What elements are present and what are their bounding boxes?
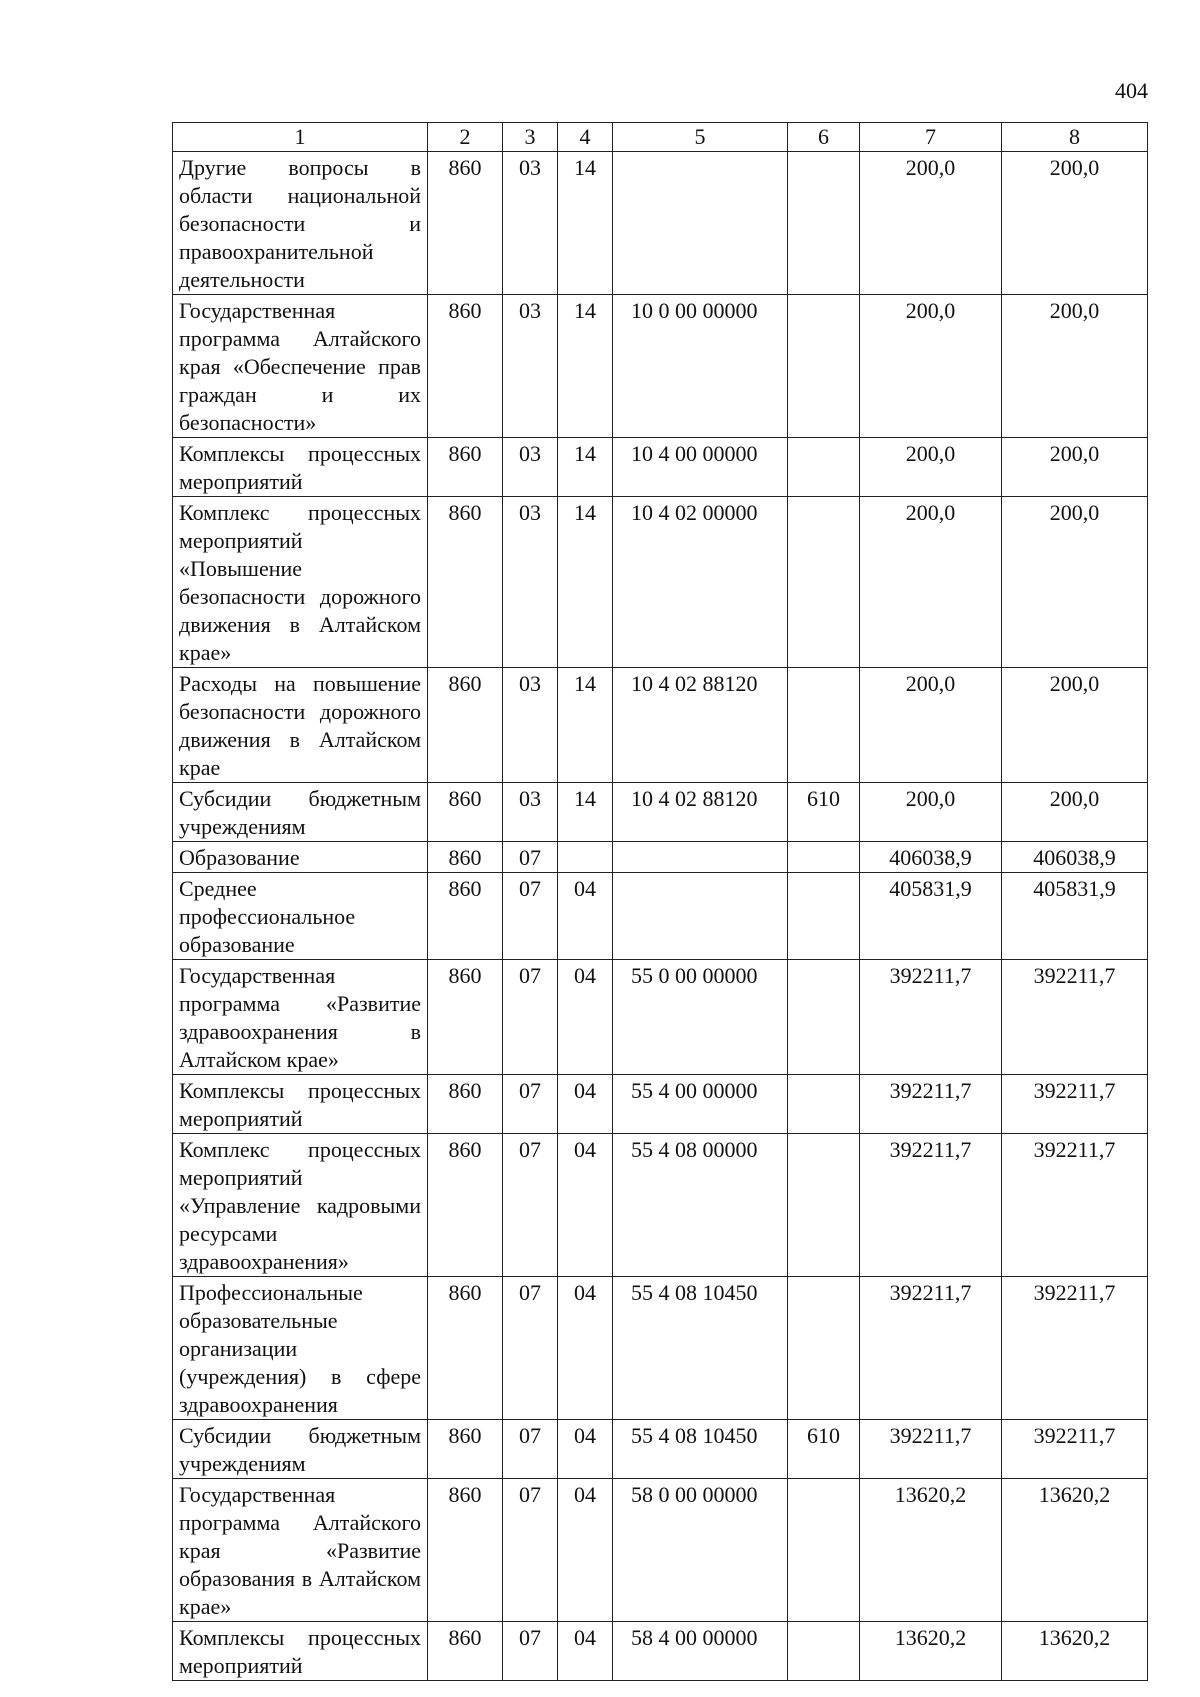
section-cell: 07 — [503, 1277, 558, 1420]
amount-cell-8: 392211,7 — [1002, 1075, 1148, 1134]
amount-cell-7: 405831,9 — [860, 873, 1002, 960]
expense-type-cell — [788, 1622, 860, 1681]
expense-type-cell — [788, 152, 860, 295]
section-cell: 03 — [503, 668, 558, 783]
amount-cell-7: 392211,7 — [860, 1420, 1002, 1479]
target-article-cell: 55 0 00 00000 — [613, 960, 788, 1075]
ministry-code-cell: 860 — [428, 497, 503, 668]
ministry-code-cell: 860 — [428, 1420, 503, 1479]
expense-type-cell — [788, 960, 860, 1075]
ministry-code-cell: 860 — [428, 668, 503, 783]
expense-type-cell — [788, 1075, 860, 1134]
page-number: 404 — [1115, 78, 1148, 103]
subsection-cell: 14 — [558, 295, 613, 438]
row-name-cell: Комплексы процессных мероприятий — [173, 438, 428, 497]
amount-cell-8: 406038,9 — [1002, 842, 1148, 873]
ministry-code-cell: 860 — [428, 1479, 503, 1622]
amount-cell-7: 13620,2 — [860, 1622, 1002, 1681]
section-cell: 03 — [503, 783, 558, 842]
column-header: 1 — [173, 123, 428, 152]
section-cell: 03 — [503, 152, 558, 295]
amount-cell-8: 200,0 — [1002, 497, 1148, 668]
section-cell: 07 — [503, 1479, 558, 1622]
amount-cell-8: 405831,9 — [1002, 873, 1148, 960]
amount-cell-8: 392211,7 — [1002, 960, 1148, 1075]
subsection-cell: 14 — [558, 438, 613, 497]
expense-type-cell — [788, 1277, 860, 1420]
row-name-cell: Профессиональные образовательные организации (учреждения) в сфере здравоохранения — [173, 1277, 428, 1420]
table-row — [173, 1420, 1148, 1479]
table-header-row — [173, 123, 1148, 152]
table-row — [173, 1479, 1148, 1622]
target-article-cell: 55 4 08 10450 — [613, 1420, 788, 1479]
table-row — [173, 1075, 1148, 1134]
section-cell: 07 — [503, 1134, 558, 1277]
amount-cell-8: 200,0 — [1002, 438, 1148, 497]
row-name-cell: Субсидии бюджетным учреждениям — [173, 1420, 428, 1479]
subsection-cell: 14 — [558, 783, 613, 842]
expense-type-cell: 610 — [788, 1420, 860, 1479]
amount-cell-8: 392211,7 — [1002, 1134, 1148, 1277]
target-article-cell: 55 4 08 00000 — [613, 1134, 788, 1277]
expense-type-cell: 610 — [788, 783, 860, 842]
section-cell: 03 — [503, 438, 558, 497]
budget-table — [172, 122, 1148, 1681]
target-article-cell: 10 4 02 88120 — [613, 668, 788, 783]
expense-type-cell — [788, 1134, 860, 1277]
ministry-code-cell: 860 — [428, 960, 503, 1075]
table-row — [173, 1277, 1148, 1420]
row-name-cell: Другие вопросы в области национальной безопасности и правоохранительной деятельности — [173, 152, 428, 295]
amount-cell-7: 200,0 — [860, 152, 1002, 295]
column-header: 8 — [1002, 123, 1148, 152]
table-row — [173, 783, 1148, 842]
target-article-cell: 10 4 02 00000 — [613, 497, 788, 668]
amount-cell-8: 13620,2 — [1002, 1479, 1148, 1622]
subsection-cell: 04 — [558, 1622, 613, 1681]
subsection-cell: 14 — [558, 497, 613, 668]
column-header: 6 — [788, 123, 860, 152]
amount-cell-7: 392211,7 — [860, 1277, 1002, 1420]
target-article-cell: 58 0 00 00000 — [613, 1479, 788, 1622]
table-row — [173, 152, 1148, 295]
row-name-cell: Субсидии бюджетным учреждениям — [173, 783, 428, 842]
table-row — [173, 960, 1148, 1075]
column-header: 3 — [503, 123, 558, 152]
table-row — [173, 842, 1148, 873]
expense-type-cell — [788, 295, 860, 438]
amount-cell-7: 200,0 — [860, 295, 1002, 438]
ministry-code-cell: 860 — [428, 1622, 503, 1681]
row-name-cell: Государственная программа Алтайского края «Развитие образования в Алтайском крае» — [173, 1479, 428, 1622]
table-row — [173, 497, 1148, 668]
target-article-cell — [613, 152, 788, 295]
subsection-cell: 04 — [558, 1277, 613, 1420]
section-cell: 07 — [503, 1075, 558, 1134]
ministry-code-cell: 860 — [428, 1075, 503, 1134]
subsection-cell — [558, 842, 613, 873]
expense-type-cell — [788, 842, 860, 873]
expense-type-cell — [788, 438, 860, 497]
target-article-cell — [613, 873, 788, 960]
subsection-cell: 04 — [558, 1479, 613, 1622]
subsection-cell: 14 — [558, 668, 613, 783]
table-row — [173, 873, 1148, 960]
amount-cell-7: 392211,7 — [860, 1075, 1002, 1134]
ministry-code-cell: 860 — [428, 1134, 503, 1277]
subsection-cell: 04 — [558, 960, 613, 1075]
table-row — [173, 668, 1148, 783]
expense-type-cell — [788, 1479, 860, 1622]
section-cell: 03 — [503, 497, 558, 668]
ministry-code-cell: 860 — [428, 783, 503, 842]
amount-cell-7: 200,0 — [860, 668, 1002, 783]
amount-cell-8: 392211,7 — [1002, 1277, 1148, 1420]
row-name-cell: Среднее профессиональное образование — [173, 873, 428, 960]
ministry-code-cell: 860 — [428, 842, 503, 873]
subsection-cell: 04 — [558, 1420, 613, 1479]
subsection-cell: 04 — [558, 1134, 613, 1277]
amount-cell-7: 13620,2 — [860, 1479, 1002, 1622]
target-article-cell: 55 4 08 10450 — [613, 1277, 788, 1420]
amount-cell-7: 406038,9 — [860, 842, 1002, 873]
table-row — [173, 1622, 1148, 1681]
ministry-code-cell: 860 — [428, 1277, 503, 1420]
ministry-code-cell: 860 — [428, 873, 503, 960]
amount-cell-8: 200,0 — [1002, 783, 1148, 842]
section-cell: 07 — [503, 1420, 558, 1479]
amount-cell-8: 200,0 — [1002, 668, 1148, 783]
amount-cell-8: 392211,7 — [1002, 1420, 1148, 1479]
table-row — [173, 295, 1148, 438]
amount-cell-8: 200,0 — [1002, 295, 1148, 438]
row-name-cell: Государственная программа Алтайского края «Обеспечение прав граждан и их безопасности» — [173, 295, 428, 438]
row-name-cell: Комплексы процессных мероприятий — [173, 1075, 428, 1134]
expense-type-cell — [788, 873, 860, 960]
amount-cell-7: 200,0 — [860, 438, 1002, 497]
section-cell: 07 — [503, 873, 558, 960]
ministry-code-cell: 860 — [428, 295, 503, 438]
table-row — [173, 438, 1148, 497]
section-cell: 07 — [503, 1622, 558, 1681]
target-article-cell: 58 4 00 00000 — [613, 1622, 788, 1681]
amount-cell-7: 392211,7 — [860, 960, 1002, 1075]
amount-cell-7: 392211,7 — [860, 1134, 1002, 1277]
section-cell: 03 — [503, 295, 558, 438]
amount-cell-7: 200,0 — [860, 783, 1002, 842]
row-name-cell: Комплекс процессных мероприятий «Управление кадровыми ресурсами здравоохранения» — [173, 1134, 428, 1277]
amount-cell-7: 200,0 — [860, 497, 1002, 668]
section-cell: 07 — [503, 842, 558, 873]
row-name-cell: Государственная программа «Развитие здравоохранения в Алтайском крае» — [173, 960, 428, 1075]
row-name-cell: Расходы на повышение безопасности дорожного движения в Алтайском крае — [173, 668, 428, 783]
column-header: 2 — [428, 123, 503, 152]
row-name-cell: Образование — [173, 842, 428, 873]
table-row — [173, 1134, 1148, 1277]
ministry-code-cell: 860 — [428, 438, 503, 497]
target-article-cell: 10 4 00 00000 — [613, 438, 788, 497]
column-header: 4 — [558, 123, 613, 152]
subsection-cell: 04 — [558, 1075, 613, 1134]
target-article-cell: 10 0 00 00000 — [613, 295, 788, 438]
amount-cell-8: 13620,2 — [1002, 1622, 1148, 1681]
row-name-cell: Комплекс процессных мероприятий «Повышение безопасности дорожного движения в Алтайском крае» — [173, 497, 428, 668]
expense-type-cell — [788, 497, 860, 668]
expense-type-cell — [788, 668, 860, 783]
column-header: 7 — [860, 123, 1002, 152]
column-header: 5 — [613, 123, 788, 152]
amount-cell-8: 200,0 — [1002, 152, 1148, 295]
target-article-cell: 55 4 00 00000 — [613, 1075, 788, 1134]
target-article-cell — [613, 842, 788, 873]
target-article-cell: 10 4 02 88120 — [613, 783, 788, 842]
ministry-code-cell: 860 — [428, 152, 503, 295]
subsection-cell: 14 — [558, 152, 613, 295]
section-cell: 07 — [503, 960, 558, 1075]
row-name-cell: Комплексы процессных мероприятий — [173, 1622, 428, 1681]
subsection-cell: 04 — [558, 873, 613, 960]
